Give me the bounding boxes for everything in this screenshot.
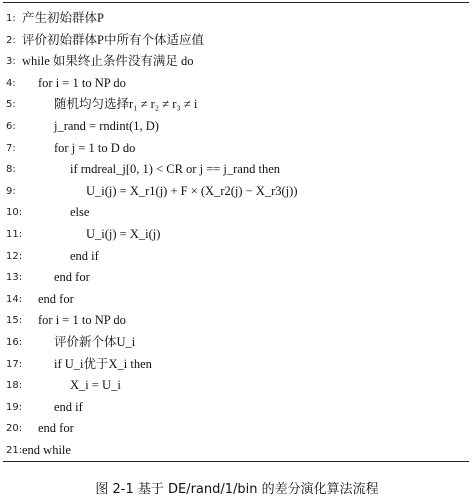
line-code: 评价初始群体P中所有个体适应值	[22, 32, 204, 47]
line-code: end while	[22, 443, 71, 457]
algorithm-line	[0, 354, 470, 376]
line-number: 5:	[6, 99, 16, 111]
line-number: 8:	[6, 164, 16, 176]
line-number: 1:	[6, 13, 16, 24]
line-number: 21:	[6, 445, 23, 456]
algorithm-line	[0, 246, 470, 268]
line-number: 20:	[6, 423, 23, 435]
line-number: 17:	[6, 358, 23, 370]
line-number: 6:	[6, 121, 16, 132]
line-number: 16:	[6, 337, 23, 348]
algorithm-line	[0, 310, 470, 332]
line-code: for j = 1 to D do	[54, 140, 136, 155]
algorithm-line	[0, 267, 470, 289]
line-code: 评价新个体U_i	[54, 335, 136, 349]
algorithm-line	[0, 159, 470, 181]
line-code: end for	[38, 421, 74, 436]
line-code: while 如果终止条件没有满足 do	[22, 54, 194, 69]
line-code: end for	[54, 270, 90, 285]
algorithm-line	[0, 202, 470, 224]
line-code: if rndreal_j[0, 1) < CR or j == j_rand then	[70, 162, 280, 177]
line-number: 18:	[6, 380, 23, 392]
algorithm-line	[0, 289, 470, 311]
algorithm-line	[0, 224, 470, 246]
line-code: else	[70, 205, 90, 220]
algorithm-line	[0, 440, 470, 462]
line-number: 14:	[6, 293, 23, 305]
algorithm-line	[0, 30, 470, 52]
line-code: j_rand = rndint(1, D)	[54, 119, 159, 133]
line-code: end if	[54, 399, 83, 414]
algorithm-line	[0, 375, 470, 397]
line-number: 19:	[6, 401, 23, 413]
line-number: 12:	[6, 250, 23, 262]
line-number: 7:	[6, 142, 16, 154]
line-code: X_i = U_i	[70, 378, 121, 393]
line-code: 随机均匀选择r₁ ≠ r₂ ≠ r₃ ≠ i	[54, 97, 198, 112]
algorithm-line	[0, 397, 470, 419]
line-code: 产生初始群体P	[22, 11, 104, 25]
line-code: end if	[70, 248, 99, 263]
algorithm-line	[0, 138, 470, 160]
algorithm-line	[0, 116, 470, 138]
line-code: U_i(j) = X_i(j)	[86, 227, 161, 241]
algorithm-line	[0, 94, 470, 116]
line-number: 11:	[6, 229, 23, 240]
line-code: U_i(j) = X_r1(j) + F × (X_r2(j) − X_r3(j))	[86, 183, 298, 198]
line-code: for i = 1 to NP do	[38, 75, 126, 90]
line-number: 4:	[6, 77, 16, 89]
algorithm-line	[0, 51, 470, 73]
line-code: if U_i优于X_i then	[54, 356, 152, 371]
line-number: 2:	[6, 34, 16, 46]
algorithm-line	[0, 332, 470, 354]
line-number: 9:	[6, 185, 16, 197]
algorithm-line	[0, 73, 470, 95]
algorithm-line	[0, 418, 470, 440]
line-number: 15:	[6, 315, 23, 327]
line-code: end for	[38, 291, 74, 306]
line-code: for i = 1 to NP do	[38, 313, 126, 328]
line-number: 10:	[6, 207, 23, 219]
algorithm-line	[0, 8, 470, 30]
line-number: 3:	[6, 56, 16, 68]
figure-caption: 图 2-1 基于 DE/rand/1/bin 的差分演化算法流程	[95, 482, 379, 497]
line-number: 13:	[6, 272, 23, 284]
algorithm-line	[0, 181, 470, 203]
